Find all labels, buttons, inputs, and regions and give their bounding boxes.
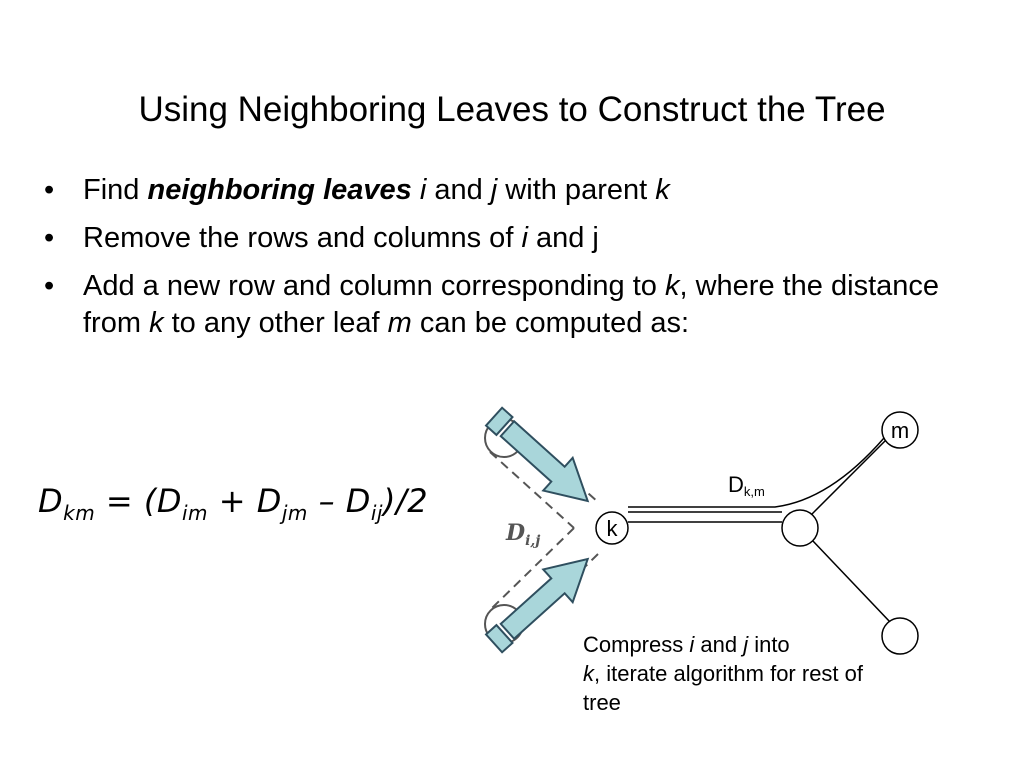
arrow-top-shape: [493, 412, 603, 517]
formula-subscript: jm: [281, 501, 308, 525]
bullet-text: [412, 174, 420, 206]
formula-part: – D: [307, 482, 371, 520]
bullet-var-k: k: [149, 307, 164, 339]
node-m-label: m: [890, 418, 910, 443]
arrow-top: [479, 400, 602, 517]
formula-part: = (D: [95, 482, 182, 520]
bullet-item-3: [44, 268, 994, 342]
bullet-var-k: k: [664, 270, 680, 302]
formula-subscript: km: [63, 501, 96, 525]
leaf-node-bottom: [882, 618, 918, 654]
bullet-text: and: [426, 174, 491, 206]
label-dij: [505, 520, 540, 549]
bullet-text: , where the distance from: [83, 270, 940, 339]
bullet-text: and j: [527, 222, 599, 254]
formula-subscript: im: [182, 501, 209, 525]
bullet-item-2: [44, 220, 994, 257]
diagram-caption: [583, 630, 883, 717]
bullet-var-i: i: [419, 174, 427, 206]
bullet-item-1: [44, 172, 994, 209]
edge-center-m: [812, 440, 886, 514]
label-dkm-sub: k,m: [743, 484, 765, 499]
edge-center-leaf: [812, 540, 890, 622]
caption-var-i: i: [689, 632, 695, 657]
caption-text: and: [694, 632, 744, 657]
bullet-var-j: j: [490, 174, 498, 206]
bullet-text: Add a new row and column corresponding to: [83, 270, 665, 302]
label-dkm-main: D: [728, 472, 744, 497]
label-dkm: [728, 472, 765, 499]
bullet-var-k: k: [655, 174, 670, 206]
bullet-marker: •: [44, 222, 55, 254]
bullet-marker: •: [44, 174, 55, 206]
caption-text: , iterate algorithm for rest of tree: [583, 661, 863, 715]
bullet-marker: •: [44, 270, 55, 302]
bullet-text: Find: [83, 174, 148, 206]
caption-text: Compress: [583, 632, 690, 657]
label-dij-sub: i,j: [525, 533, 541, 549]
bullet-list: [44, 172, 994, 353]
bullet-emphasis: neighboring leaves: [147, 174, 412, 206]
caption-var-k: k: [583, 661, 594, 686]
caption-var-j: j: [743, 632, 749, 657]
slide-title: Using Neighboring Leaves to Construct the Tree: [138, 90, 886, 129]
label-dij-main: D: [506, 520, 526, 546]
formula-part: D: [38, 482, 64, 520]
bullet-text: can be computed as:: [411, 307, 690, 339]
tree-diagram: [470, 400, 950, 660]
bullet-text: with parent: [497, 174, 656, 206]
formula-part: )/2: [383, 482, 429, 520]
internal-node: [782, 510, 818, 546]
caption-text: into: [748, 632, 790, 657]
node-k-label: k: [606, 516, 618, 541]
distance-formula: [38, 482, 428, 525]
formula-part: + D: [208, 482, 282, 520]
bullet-var-i: i: [521, 222, 528, 254]
bullet-text: to any other leaf: [163, 307, 388, 339]
bullet-text: Remove the rows and columns of: [83, 222, 522, 254]
formula-subscript: ij: [370, 501, 383, 525]
bullet-var-m: m: [387, 307, 412, 339]
